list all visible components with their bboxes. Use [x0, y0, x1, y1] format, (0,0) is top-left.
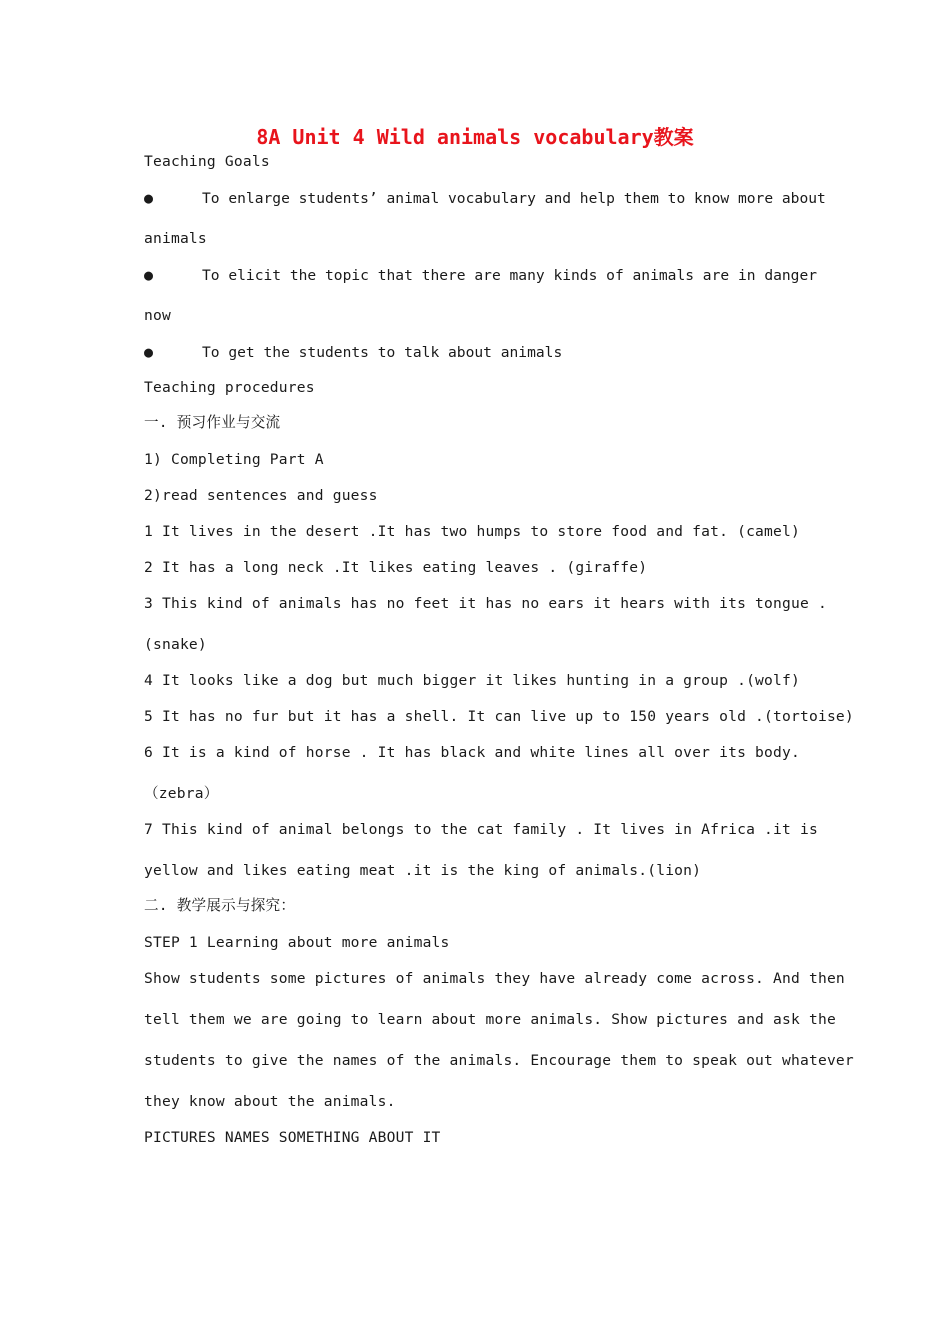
table-header: PICTURES NAMES SOMETHING ABOUT IT	[144, 1129, 441, 1146]
goal-text: To elicit the topic that there are many kinds of animals are in danger	[202, 267, 818, 284]
bullet-icon: ●	[144, 343, 154, 361]
guess-sentence: 4 It looks like a dog but much bigger it likes hunting in a group .(wolf)	[144, 672, 800, 689]
guess-sentence: 1 It lives in the desert .It has two humps to store food and fat. (camel)	[144, 523, 800, 540]
document-title: 8A Unit 4 Wild animals vocabulary教案	[256, 125, 694, 149]
step1-paragraph-line: tell them we are going to learn about more animals. Show pictures and ask the	[144, 1011, 836, 1028]
guess-sentence: 6 It is a kind of horse . It has black and white lines all over its body.	[144, 744, 800, 761]
bullet-icon: ●	[144, 189, 154, 207]
guess-sentence: （zebra）	[144, 785, 219, 802]
section2-heading: 二. 教学展示与探究：	[144, 897, 296, 914]
guess-sentence: 2 It has a long neck .It likes eating leaves . (giraffe)	[144, 559, 648, 576]
step1-paragraph-line: students to give the names of the animals. Encourage them to speak out whatever	[144, 1052, 854, 1069]
step1-paragraph-line: Show students some pictures of animals they have already come across. And then	[144, 970, 845, 987]
goal-item-3	[144, 342, 562, 363]
guess-sentence: yellow and likes eating meat .it is the king of animals.(lion)	[144, 862, 702, 879]
guess-sentence: 3 This kind of animals has no feet it has no ears it hears with its tongue .	[144, 595, 827, 612]
goal-item-2	[144, 265, 817, 286]
step1-paragraph-line: they know about the animals.	[144, 1093, 396, 1110]
goal-text-continued: animals	[144, 230, 207, 247]
guess-sentence: (snake)	[144, 636, 207, 653]
bullet-icon: ●	[144, 266, 154, 284]
goal-text: To enlarge students’ animal vocabulary and help them to know more about	[202, 190, 826, 207]
section1-item: 1) Completing Part A	[144, 451, 324, 468]
goal-text: To get the students to talk about animals	[202, 344, 563, 361]
step1-heading: STEP 1 Learning about more animals	[144, 934, 450, 951]
section1-item: 2)read sentences and guess	[144, 487, 378, 504]
goal-item-1	[144, 188, 826, 209]
guess-sentence: 7 This kind of animal belongs to the cat family . It lives in Africa .it is	[144, 821, 818, 838]
section1-heading: 一. 预习作业与交流	[144, 414, 281, 431]
procedures-heading: Teaching procedures	[144, 379, 315, 396]
goal-text-continued: now	[144, 307, 171, 324]
guess-sentence: 5 It has no fur but it has a shell. It can live up to 150 years old .(tortoise)	[144, 708, 854, 725]
teaching-goals-heading: Teaching Goals	[144, 153, 270, 170]
